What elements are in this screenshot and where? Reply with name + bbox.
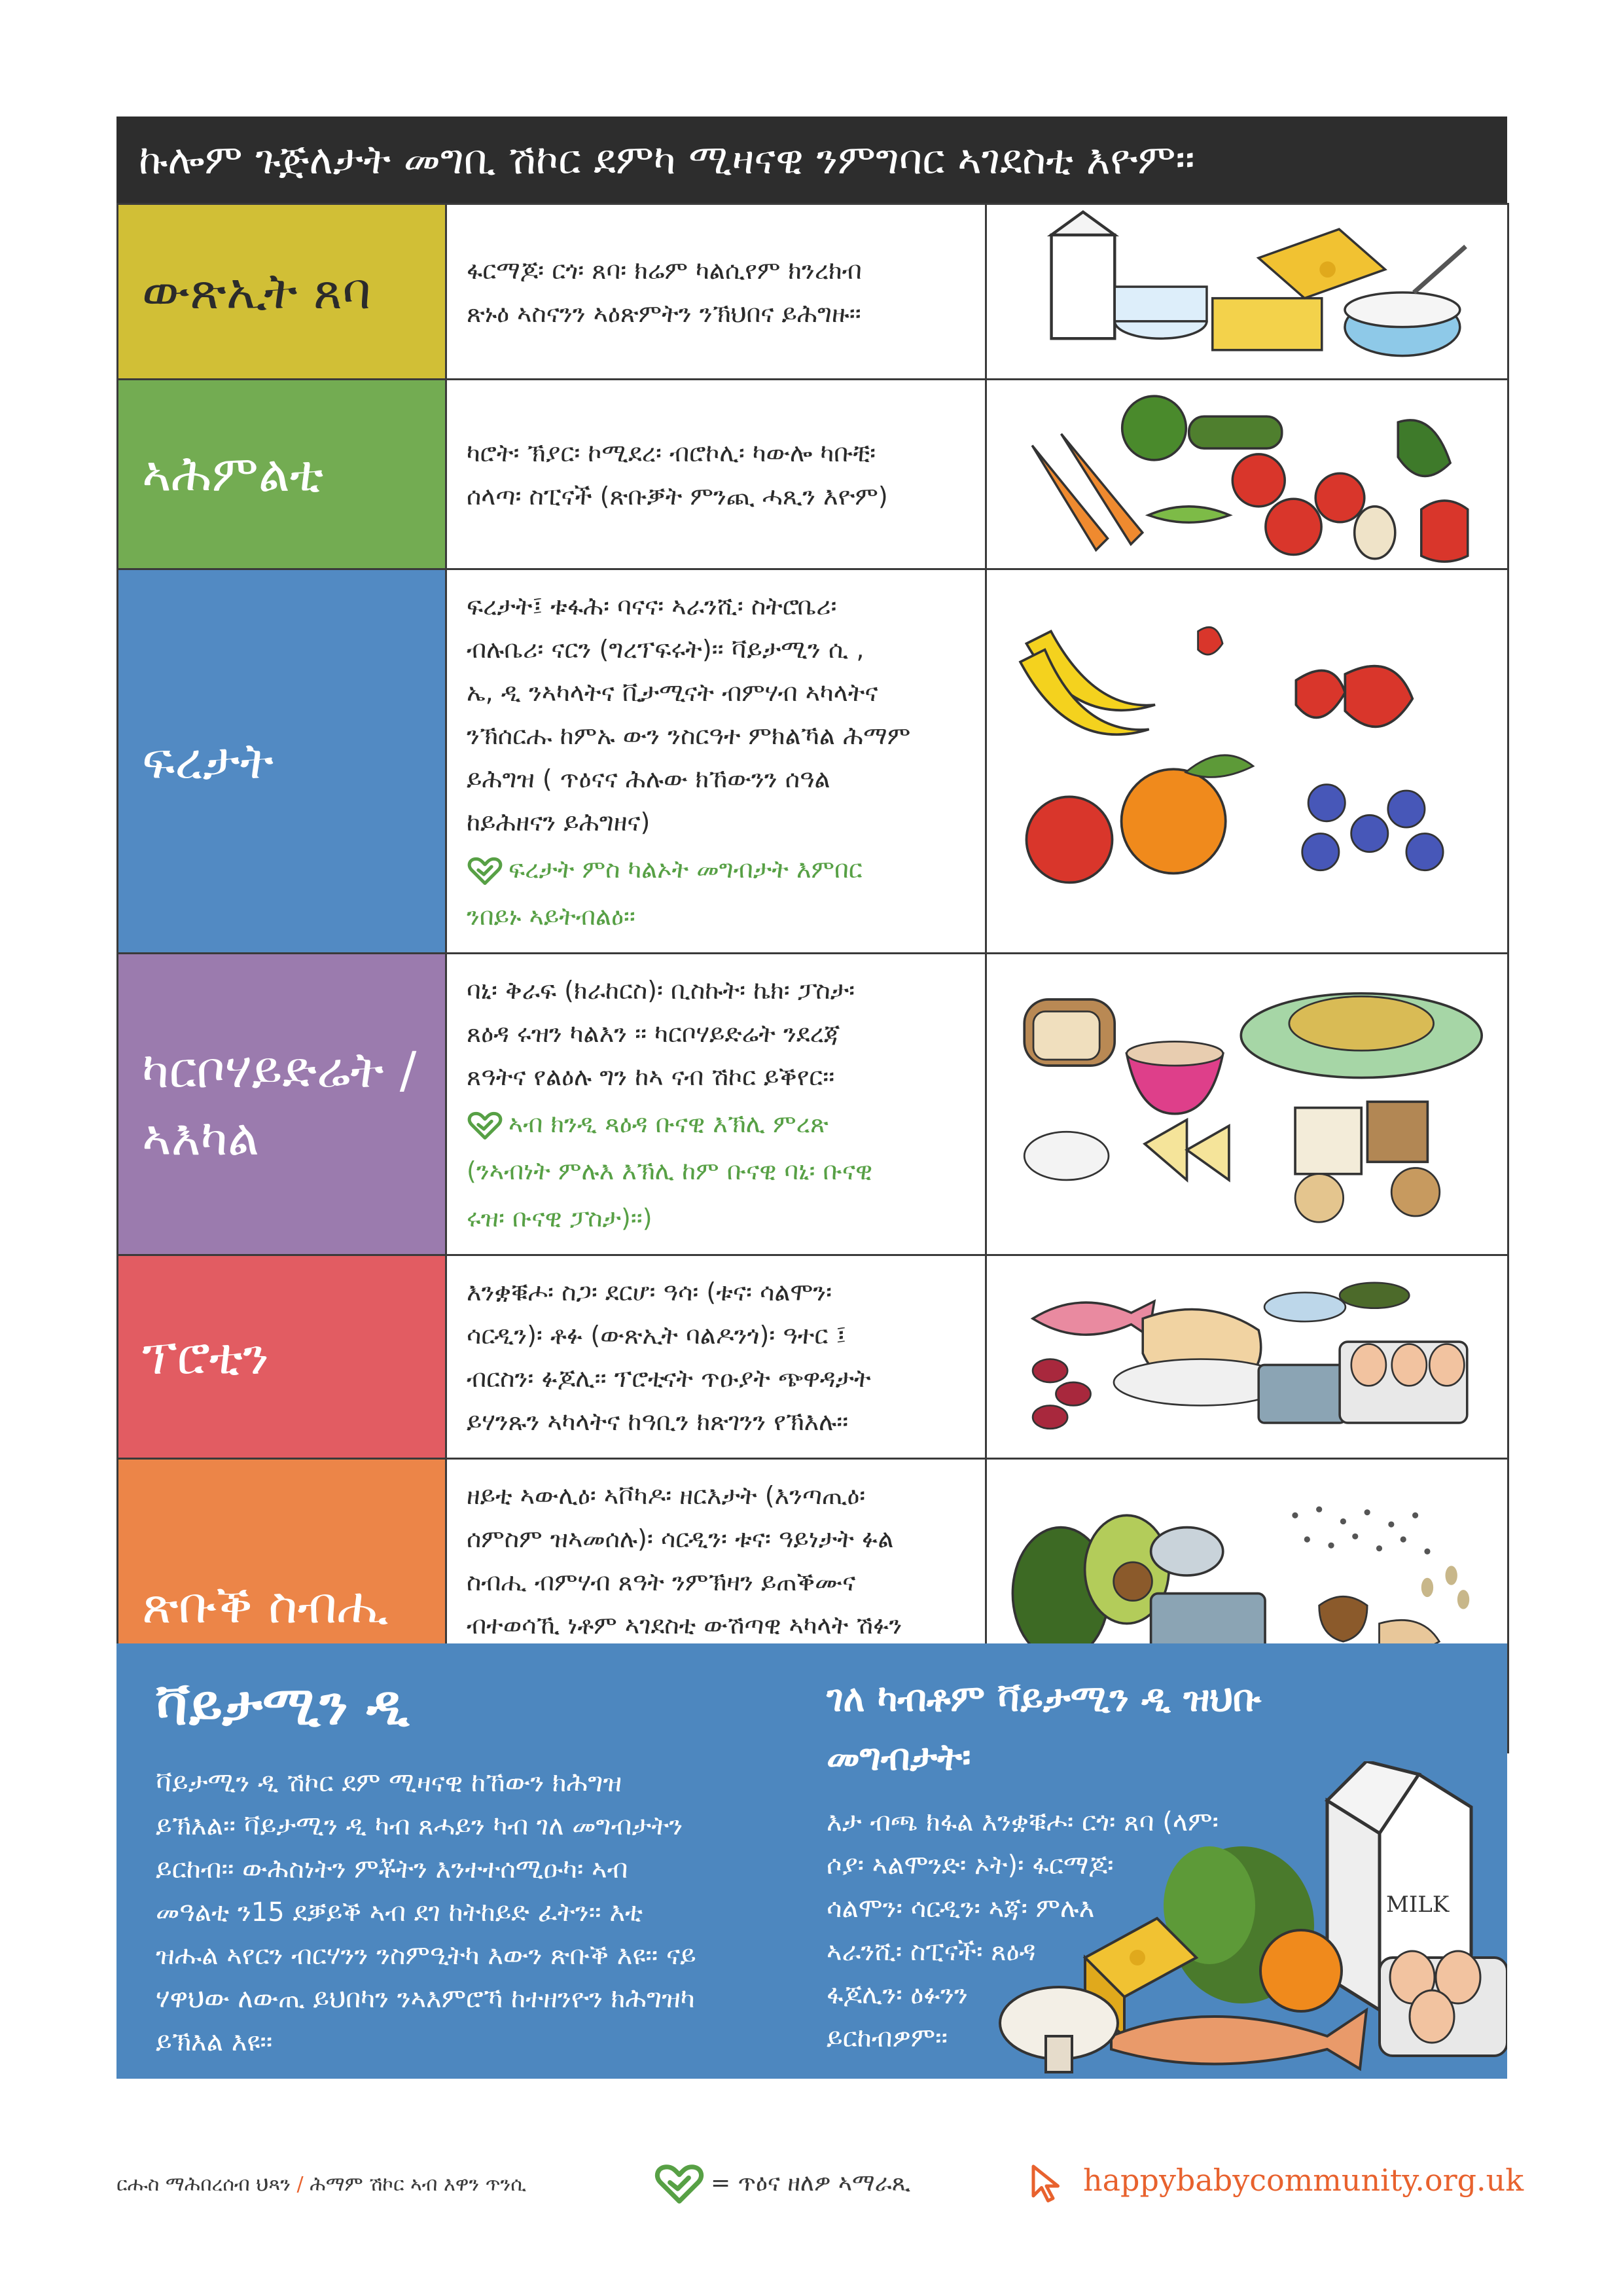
vitamin-d-foods-heading: ገለ ካብቶም ቫይታሚን ዲ ዝህቡ መግብታት፡ [827, 1677, 1262, 1779]
description-line: ብተወሳኺ ነቶም ኣገደስቲ ውሽጣዊ ኣካላት ሽፉን [467, 1611, 902, 1640]
vitamin-d-food-line: ኣራንሺ፡ ስፒናች፡ ጸዕዳ [827, 1937, 1036, 1967]
food-group-description [446, 954, 986, 1255]
heart-check-icon [467, 1111, 503, 1140]
description-line: ንኽሰርሑ ከምኡ ውን ንስርዓተ ምክልኻል ሕማም [467, 721, 911, 750]
vitamin-d-foods-illustration [961, 1761, 1507, 2079]
vitamin-d-line: ቫይታሚን ዲ ሽኮር ደም ሚዛናዊ ከኸውን ክሕግዝ [156, 1768, 622, 1798]
vitamin-d-heading: ቫይታሚን ዲ [156, 1675, 410, 1737]
food-group-category: ፕሮቲን [118, 1255, 446, 1459]
food-group-description [446, 1255, 986, 1459]
food-group-category: ፍረታት [118, 569, 446, 954]
food-group-category: ጽቡቕ ስብሒ [118, 1459, 446, 1753]
description-line: ጸዕዳ ሩዝን ካልእን ፡፡ ካርቦሃይድሬት ንደረጃ [467, 1019, 840, 1048]
healthy-tip-line: ፍረታት ምስ ካልኦት መግብታት እምበር [467, 848, 965, 891]
vitamin-d-food-line: እታ ብጫ ክፋል እንቋቑሖ፡ ርጎ፡ ጸባ (ላም፡ [827, 1807, 1219, 1837]
description-line: ይሃንጹን ኣካላትና ከዓቢን ክጽገንን የኽእሉ፡፡ [467, 1407, 849, 1436]
page-title: ኩሎም ጉጅለታት መግቢ ሽኮር ደምካ ሚዛናዊ ንምግባር ኣገደስቲ እዮም፡፡ [116, 117, 1507, 203]
footer [116, 2160, 1524, 2212]
cursor-pointer-icon [1029, 2163, 1063, 2202]
food-group-row [118, 1255, 1508, 1459]
vitamin-d-food-line: ሶያ፡ ኣልሞንድ፡ ኦት)፡ ፋርማጆ፡ [827, 1850, 1114, 1880]
description-line: ጽኑዕ ኣስናንን ኣዕጽምትን ንኽህበና ይሕግዙ፡፡ [467, 298, 861, 328]
fruits-illustration [986, 569, 1508, 954]
vitamin-d-line: ይርከብ፡፡ ውሕስነትን ምቾትን እንተተሰሚዑካ፡ ኣብ [156, 1854, 628, 1884]
legend-text: = ጥዕና ዘለዎ ኣማራጺ [711, 2170, 911, 2197]
description-line: ዘይቲ ኣውሊዕ፡ ኣቮካዶ፡ ዘርእታት (እንጣጢዕ፡ [467, 1481, 866, 1510]
heart-check-icon [653, 2164, 705, 2204]
healthy-tip-line: ሩዝ፡ ቡናዊ ፓስታ)፡፡) [467, 1204, 652, 1232]
protein-illustration [986, 1255, 1508, 1459]
vitamin-d-food-line: ፋጆሊን፡ ዕፉንን [827, 1980, 968, 2010]
description-line: እንቋቑሖ፡ ስጋ፡ ደርሆ፡ ዓሳ፡ (ቱና፡ ሳልሞን፡ [467, 1278, 832, 1306]
vitamin-d-line: ይኽእል፡፡ ቫይታሚን ዲ ካብ ጸሓይን ካብ ገለ መግብታትን [156, 1811, 683, 1841]
food-group-category: ውጽኢት ጸባ [118, 204, 446, 380]
vitamin-d-line: መዓልቲ ን15 ደቓይቕ ኣብ ደገ ከትከይድ ፈትን፡፡ እቲ [156, 1897, 643, 1928]
description-line: ስብሒ ብምሃብ ጸዓት ንምኽዛን ይጠቕሙና [467, 1568, 856, 1596]
vitamin-d-food-line: ይርከብዎም፡፡ [827, 2023, 948, 2053]
footer-credit [116, 2173, 526, 2196]
description-line: ሰላጣ፡ ስፒናች (ጽቡቓት ምንጪ ሓጺን እዮም) [467, 481, 888, 511]
dairy-foods-illustration [986, 204, 1508, 380]
food-group-description [446, 569, 986, 954]
description-line: ብሉቤሪ፡ ናርን (ግረፕፍሩት)፡፡ ቫይታሚን ሲ , [467, 635, 865, 664]
description-line: ከይሕዘናን ይሕግዘና) [467, 808, 651, 836]
food-group-row [118, 204, 1508, 380]
vegetables-illustration [986, 380, 1508, 569]
food-group-row [118, 954, 1508, 1255]
vitamin-d-line: ሃዋህው ለውጢ ይህበካን ንኣእምሮኻ ከተዘንዮን ክሕግዝካ [156, 1984, 695, 2014]
website-url[interactable]: happybabycommunity.org.uk [1083, 2162, 1524, 2198]
heart-legend [653, 2164, 910, 2204]
vitamin-d-line: ዝሑል ኣየርን ብርሃንን ንስምዒትካ እውን ጽቡቕ እዩ፡፡ ናይ [156, 1941, 696, 1971]
website-link[interactable] [1029, 2162, 1524, 2202]
heart-check-icon [467, 857, 503, 886]
credit-part1: ርሑስ ማሕበረሰብ ህጻን [116, 2173, 291, 2196]
description-line: ጸዓትና የልዕሉ ግን ከኣ ናብ ሽኮር ይቕየር፡፡ [467, 1062, 835, 1091]
description-line: ፍረታት፤ ቱፋሕ፡ ባናና፡ ኣራንሺ፡ ስትሮቤሪ፡ [467, 592, 837, 620]
food-group-row [118, 569, 1508, 954]
food-group-category: ካርቦሃይድሬት / ኣእካል [118, 954, 446, 1255]
food-group-description [446, 380, 986, 569]
food-group-description [446, 204, 986, 380]
vitamin-d-description [156, 1761, 882, 2064]
description-line: ይሕግዝ ( ጥዕናና ሕሉው ክኸውንን ሰዓል [467, 764, 830, 793]
description-line: ፋርማጆ፡ ርጎ፡ ጸባ፡ ክሬም ካልሲየም ክንረክብ [467, 255, 862, 285]
food-group-row [118, 380, 1508, 569]
vitamin-d-panel [116, 1643, 1507, 2079]
food-groups-table [116, 203, 1509, 1753]
credit-part2: ሕማም ሽኮር ኣብ እዋን ጥንሲ [310, 2173, 527, 2196]
healthy-tip-line: ንበይኑ ኣይትብልዕ፡፡ [467, 902, 635, 931]
description-line: ኤ, ዲ ንኣካላትና ቪታሚናት ብምሃብ ኣካላትና [467, 678, 878, 707]
description-line: ካሮት፡ ኽያር፡ ኮሚደረ፡ ብሮኮሊ፡ ካውሎ ካቡቺ፡ [467, 438, 876, 467]
grains-illustration [986, 954, 1508, 1255]
description-line: ሳርዲን)፡ ቶፉ (ውጽኢት ባልዶንጎ)፡ ዓተር ፤ [467, 1321, 847, 1350]
milk-label: MILK [1386, 1892, 1450, 1918]
description-line: ባኒ፡ ቅራፍ (ክራከርስ)፡ ቢስኩት፡ ኬክ፡ ፓስታ፡ [467, 976, 855, 1005]
healthy-tip-line: ኣብ ክንዲ ጻዕዳ ቡናዊ እኽሊ ምረጽ [467, 1102, 965, 1145]
vitamin-d-food-line: ሳልሞን፡ ሳርዲን፡ ኣጃ፡ ምሉእ [827, 1893, 1095, 1924]
credit-separator: / [296, 2173, 304, 2196]
food-group-category: ኣሕምልቲ [118, 380, 446, 569]
healthy-tip-line: (ንኣብነት ምሉእ እኽሊ ከም ቡናዊ ባኒ፡ ቡናዊ [467, 1157, 873, 1185]
vitamin-d-line: ይኽእል እዩ፡፡ [156, 2027, 273, 2057]
description-line: ሰምስም ዝኣመሰሉ)፡ ሳርዲን፡ ቱና፡ ዓይነታት ፉል [467, 1524, 894, 1553]
description-line: ብርስን፡ ፉጆሊ፡፡ ፕሮቲናት ጥዑያት ጭዋዳታት [467, 1364, 871, 1393]
